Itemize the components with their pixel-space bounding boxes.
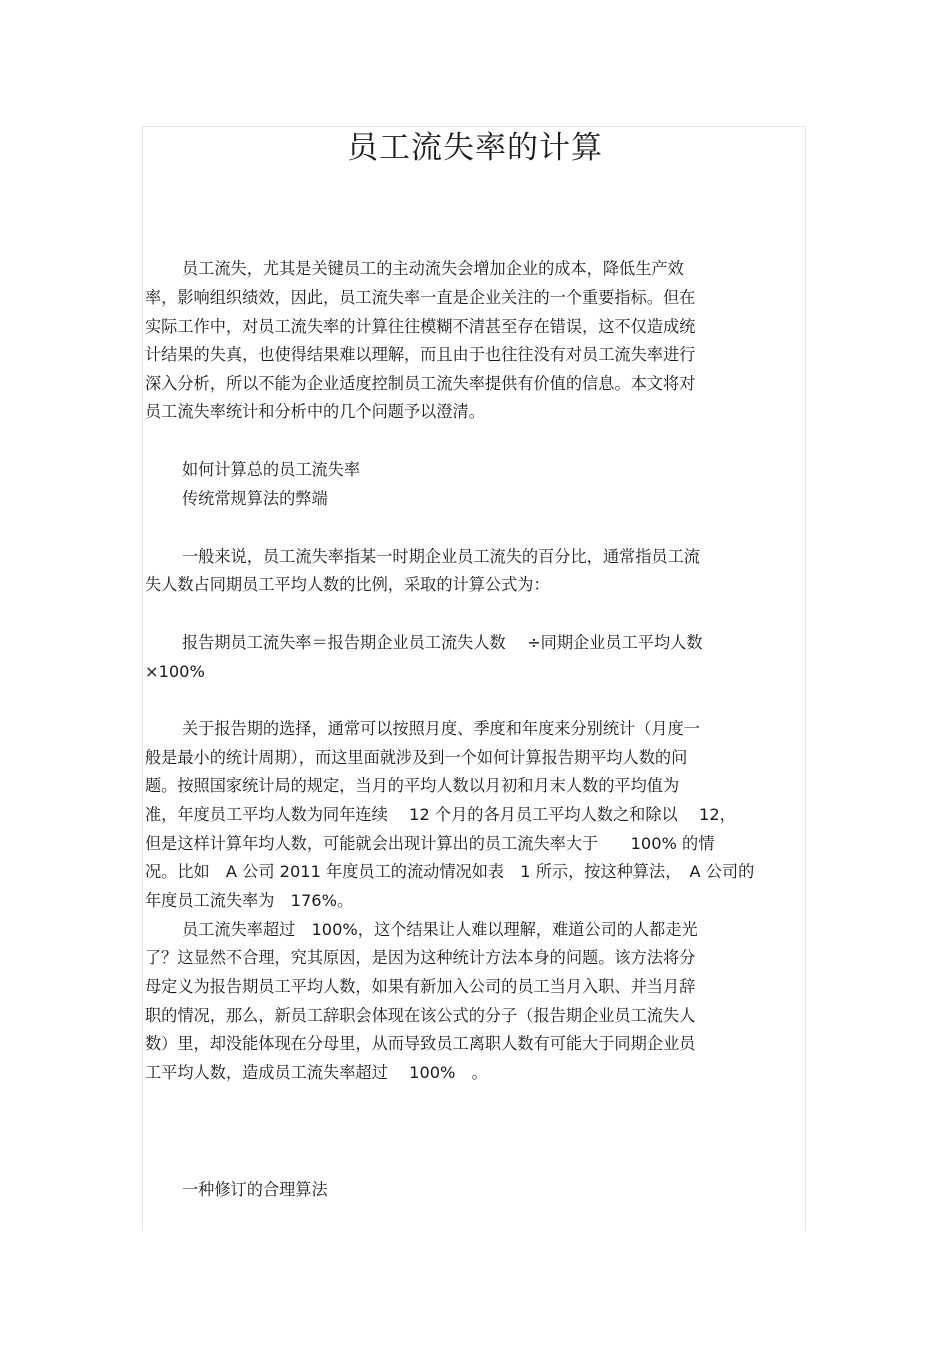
paragraph-line: 员工流失率超过 100%，这个结果让人难以理解，难道公司的人都走光 [182,920,698,939]
paragraph-line: 数）里，却没能体现在分母里，从而导致员工离职人数有可能大于同期企业员 [145,1034,696,1053]
document-title: 员工流失率的计算 [347,130,603,166]
paragraph-line: 员工流失率统计和分析中的几个问题予以澄清。 [145,402,485,421]
paragraph-line: 母定义为报告期员工平均人数，如果有新加入公司的员工当月入职、并当月辞 [145,977,696,996]
section-heading: 如何计算总的员工流失率 [182,460,361,479]
paragraph-line: 深入分析，所以不能为企业适度控制员工流失率提供有价值的信息。本文将对 [145,374,696,393]
paragraph-line: 一般来说，员工流失率指某一时期企业员工流失的百分比，通常指员工流 [182,547,700,566]
paragraph-line: 工平均人数，造成员工流失率超过 100% 。 [145,1063,488,1082]
formula-line: ×100% [145,662,205,681]
paragraph-line: 关于报告期的选择，通常可以按照月度、季度和年度来分别统计（月度一 [182,719,700,738]
paragraph-line: 职的情况，那么，新员工辞职会体现在该公式的分子（报告期企业员工流失人 [145,1006,696,1025]
paragraph-line: 题。按照国家统计局的规定，当月的平均人数以月初和月末人数的平均值为 [145,776,680,795]
paragraph-line: 年度员工流失率为 176%。 [145,891,354,910]
paragraph-line: 失人数占同期员工平均人数的比例，采取的计算公式为： [145,575,550,594]
paragraph-line: 员工流失，尤其是关键员工的主动流失会增加企业的成本，降低生产效 [182,259,684,278]
paragraph-line: 计结果的失真，也使得结果难以理解，而且由于也往往没有对员工流失率进行 [145,345,696,364]
paragraph-line: 但是这样计算年均人数，可能就会出现计算出的员工流失率大于 100% 的情 [145,834,715,853]
formula-line: 报告期员工流失率＝报告期企业员工流失人数 ÷同期企业员工平均人数 [182,633,703,652]
paragraph-line: 实际工作中，对员工流失率的计算往往模糊不清甚至存在错误，这不仅造成统 [145,317,696,336]
subsection-heading: 一种修订的合理算法 [182,1180,328,1199]
paragraph-line: 准，年度员工平均人数为同年连续 12 个月的各月员工平均人数之和除以 12， [145,805,736,824]
paragraph-line: 了？这显然不合理，究其原因，是因为这种统计方法本身的问题。该方法将分 [145,948,696,967]
paragraph-line: 况。比如 A 公司 2011 年度员工的流动情况如表 1 所示，按这种算法， A 公司的 [145,862,755,881]
paragraph-line: 般是最小的统计周期），而这里面就涉及到一个如何计算报告期平均人数的问 [145,748,688,767]
paragraph-line: 率，影响组织绩效，因此，员工流失率一直是企业关注的一个重要指标。但在 [145,288,696,307]
subsection-heading: 传统常规算法的弊端 [182,489,328,508]
